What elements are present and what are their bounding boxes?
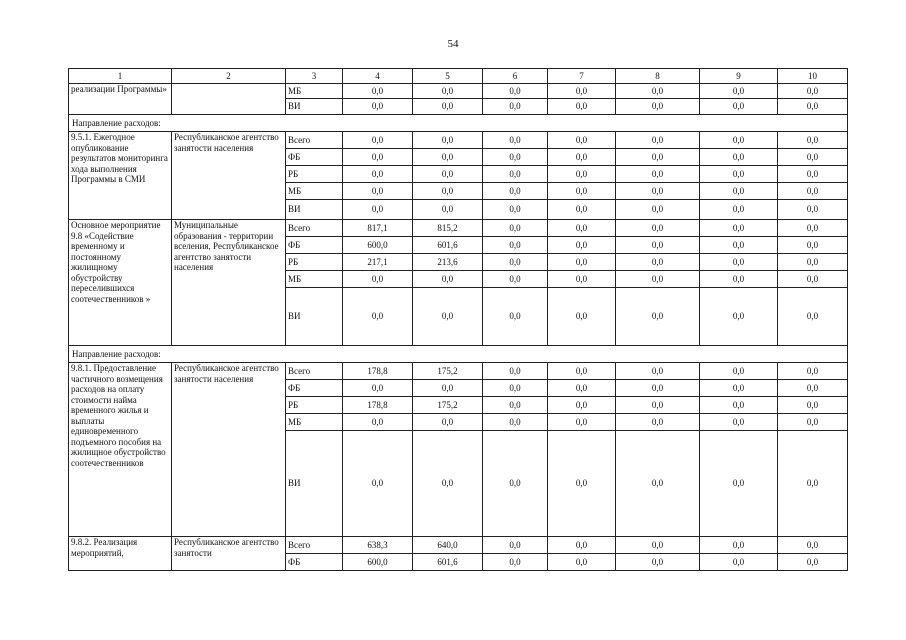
amount-cell: 0,0 bbox=[413, 99, 483, 115]
amount-cell: 638,3 bbox=[343, 537, 413, 554]
amount-cell: 0,0 bbox=[700, 149, 778, 166]
amount-cell: 0,0 bbox=[548, 149, 616, 166]
funding-source: МБ bbox=[286, 271, 343, 288]
amount-cell: 0,0 bbox=[778, 254, 848, 271]
amount-cell: 175,2 bbox=[413, 363, 483, 380]
amount-cell: 0,0 bbox=[616, 431, 700, 537]
amount-cell: 0,0 bbox=[616, 132, 700, 149]
amount-cell: 0,0 bbox=[778, 363, 848, 380]
amount-cell: 0,0 bbox=[616, 363, 700, 380]
amount-cell: 0,0 bbox=[616, 537, 700, 554]
amount-cell: 0,0 bbox=[700, 84, 778, 99]
amount-cell: 0,0 bbox=[548, 414, 616, 431]
amount-cell: 0,0 bbox=[616, 166, 700, 183]
section-label: Направление расходов: bbox=[69, 115, 848, 132]
table-row bbox=[69, 363, 848, 380]
amount-cell: 0,0 bbox=[700, 431, 778, 537]
amount-cell: 0,0 bbox=[483, 166, 548, 183]
funding-source: ФБ bbox=[286, 149, 343, 166]
amount-cell: 0,0 bbox=[778, 554, 848, 571]
column-header: 7 bbox=[548, 69, 616, 84]
column-header: 1 bbox=[69, 69, 172, 84]
amount-cell: 0,0 bbox=[413, 271, 483, 288]
amount-cell: 213,6 bbox=[413, 254, 483, 271]
amount-cell: 0,0 bbox=[483, 149, 548, 166]
amount-cell: 0,0 bbox=[413, 183, 483, 200]
amount-cell: 0,0 bbox=[778, 237, 848, 254]
column-header: 9 bbox=[700, 69, 778, 84]
section-label: Направление расходов: bbox=[69, 346, 848, 363]
amount-cell: 0,0 bbox=[483, 380, 548, 397]
amount-cell: 0,0 bbox=[616, 84, 700, 99]
amount-cell: 0,0 bbox=[548, 554, 616, 571]
amount-cell: 0,0 bbox=[548, 254, 616, 271]
column-header: 6 bbox=[483, 69, 548, 84]
amount-cell: 217,1 bbox=[343, 254, 413, 271]
funding-source: Всего bbox=[286, 537, 343, 554]
funding-source: МБ bbox=[286, 183, 343, 200]
amount-cell: 0,0 bbox=[483, 254, 548, 271]
amount-cell: 0,0 bbox=[778, 183, 848, 200]
table-row bbox=[69, 220, 848, 237]
amount-cell: 0,0 bbox=[778, 132, 848, 149]
funding-source: ВИ bbox=[286, 200, 343, 220]
amount-cell: 0,0 bbox=[483, 99, 548, 115]
amount-cell: 0,0 bbox=[413, 149, 483, 166]
amount-cell: 0,0 bbox=[413, 200, 483, 220]
amount-cell: 0,0 bbox=[700, 166, 778, 183]
executor: Республиканское агентство занятости населения bbox=[172, 132, 286, 220]
amount-cell: 175,2 bbox=[413, 397, 483, 414]
amount-cell: 0,0 bbox=[778, 288, 848, 346]
amount-cell: 0,0 bbox=[548, 380, 616, 397]
funding-source: Всего bbox=[286, 132, 343, 149]
amount-cell: 0,0 bbox=[548, 271, 616, 288]
amount-cell: 601,6 bbox=[413, 554, 483, 571]
amount-cell: 0,0 bbox=[700, 183, 778, 200]
amount-cell: 0,0 bbox=[778, 431, 848, 537]
amount-cell: 0,0 bbox=[483, 271, 548, 288]
activity-name: 9.5.1. Ежегодное опубликование результатов мониторинга хода выполнения Программы в СМИ bbox=[69, 132, 172, 220]
amount-cell: 0,0 bbox=[413, 431, 483, 537]
amount-cell: 0,0 bbox=[343, 84, 413, 99]
amount-cell: 0,0 bbox=[700, 132, 778, 149]
amount-cell: 0,0 bbox=[700, 237, 778, 254]
amount-cell: 0,0 bbox=[700, 99, 778, 115]
amount-cell: 0,0 bbox=[548, 200, 616, 220]
amount-cell: 0,0 bbox=[548, 99, 616, 115]
funding-source: РБ bbox=[286, 254, 343, 271]
amount-cell: 0,0 bbox=[343, 271, 413, 288]
amount-cell: 0,0 bbox=[548, 288, 616, 346]
amount-cell: 0,0 bbox=[483, 132, 548, 149]
amount-cell: 0,0 bbox=[343, 414, 413, 431]
executor: Республиканское агентство занятости населения bbox=[172, 363, 286, 537]
header-row bbox=[69, 69, 848, 84]
amount-cell: 0,0 bbox=[548, 84, 616, 99]
amount-cell: 0,0 bbox=[616, 237, 700, 254]
amount-cell: 0,0 bbox=[483, 554, 548, 571]
amount-cell: 0,0 bbox=[343, 166, 413, 183]
activity-name: реализации Программы» bbox=[69, 84, 172, 115]
amount-cell: 0,0 bbox=[700, 554, 778, 571]
amount-cell: 0,0 bbox=[700, 397, 778, 414]
amount-cell: 0,0 bbox=[616, 99, 700, 115]
funding-source: РБ bbox=[286, 166, 343, 183]
amount-cell: 0,0 bbox=[548, 363, 616, 380]
amount-cell: 0,0 bbox=[778, 166, 848, 183]
amount-cell: 0,0 bbox=[548, 431, 616, 537]
amount-cell: 0,0 bbox=[700, 414, 778, 431]
amount-cell: 0,0 bbox=[700, 380, 778, 397]
amount-cell: 0,0 bbox=[616, 414, 700, 431]
amount-cell: 640,0 bbox=[413, 537, 483, 554]
funding-source: ВИ bbox=[286, 99, 343, 115]
table-row bbox=[69, 537, 848, 554]
amount-cell: 0,0 bbox=[616, 220, 700, 237]
amount-cell: 0,0 bbox=[343, 99, 413, 115]
amount-cell: 0,0 bbox=[483, 537, 548, 554]
amount-cell: 0,0 bbox=[413, 414, 483, 431]
amount-cell: 0,0 bbox=[700, 220, 778, 237]
amount-cell: 0,0 bbox=[483, 84, 548, 99]
amount-cell: 0,0 bbox=[778, 220, 848, 237]
amount-cell: 600,0 bbox=[343, 554, 413, 571]
amount-cell: 0,0 bbox=[343, 183, 413, 200]
amount-cell: 0,0 bbox=[343, 132, 413, 149]
activity-name: 9.8.2. Реализация мероприятий, bbox=[69, 537, 172, 571]
amount-cell: 0,0 bbox=[616, 254, 700, 271]
activity-name: Основное мероприятие 9.8 «Содействие временному и постоянному жилищному обустройству переселившихся соотечественников » bbox=[69, 220, 172, 346]
amount-cell: 178,8 bbox=[343, 397, 413, 414]
funding-source: ФБ bbox=[286, 380, 343, 397]
amount-cell: 0,0 bbox=[778, 537, 848, 554]
amount-cell: 0,0 bbox=[548, 537, 616, 554]
amount-cell: 0,0 bbox=[483, 397, 548, 414]
amount-cell: 0,0 bbox=[616, 271, 700, 288]
amount-cell: 815,2 bbox=[413, 220, 483, 237]
amount-cell: 0,0 bbox=[483, 414, 548, 431]
amount-cell: 817,1 bbox=[343, 220, 413, 237]
activity-name: 9.8.1. Предоставление частичного возмещения расходов на оплату стоимости найма временного жилья и выплаты единовременного подъемного пособия на жилищное обустройство соотечественников bbox=[69, 363, 172, 537]
amount-cell: 0,0 bbox=[778, 414, 848, 431]
amount-cell: 0,0 bbox=[778, 397, 848, 414]
amount-cell: 0,0 bbox=[700, 254, 778, 271]
amount-cell: 0,0 bbox=[483, 237, 548, 254]
amount-cell: 0,0 bbox=[616, 183, 700, 200]
amount-cell: 0,0 bbox=[343, 380, 413, 397]
funding-source: ФБ bbox=[286, 237, 343, 254]
executor: Муниципальные образования - территории вселения, Республиканское агентство занятости населения bbox=[172, 220, 286, 346]
budget-table bbox=[68, 68, 848, 571]
amount-cell: 0,0 bbox=[548, 183, 616, 200]
amount-cell: 0,0 bbox=[483, 288, 548, 346]
amount-cell: 0,0 bbox=[548, 166, 616, 183]
table-row bbox=[69, 84, 848, 99]
amount-cell: 0,0 bbox=[616, 288, 700, 346]
amount-cell: 600,0 bbox=[343, 237, 413, 254]
amount-cell: 0,0 bbox=[413, 166, 483, 183]
amount-cell: 0,0 bbox=[343, 200, 413, 220]
amount-cell: 0,0 bbox=[616, 397, 700, 414]
funding-source: Всего bbox=[286, 363, 343, 380]
amount-cell: 0,0 bbox=[483, 363, 548, 380]
amount-cell: 0,0 bbox=[483, 183, 548, 200]
amount-cell: 0,0 bbox=[616, 149, 700, 166]
amount-cell: 0,0 bbox=[413, 132, 483, 149]
funding-source: МБ bbox=[286, 414, 343, 431]
funding-source: ВИ bbox=[286, 431, 343, 537]
amount-cell: 0,0 bbox=[483, 200, 548, 220]
funding-source: РБ bbox=[286, 397, 343, 414]
amount-cell: 0,0 bbox=[413, 84, 483, 99]
amount-cell: 0,0 bbox=[778, 84, 848, 99]
amount-cell: 0,0 bbox=[778, 99, 848, 115]
amount-cell: 0,0 bbox=[483, 220, 548, 237]
amount-cell: 0,0 bbox=[548, 132, 616, 149]
amount-cell: 0,0 bbox=[413, 380, 483, 397]
amount-cell: 0,0 bbox=[483, 431, 548, 537]
amount-cell: 0,0 bbox=[778, 271, 848, 288]
amount-cell: 0,0 bbox=[548, 220, 616, 237]
amount-cell: 0,0 bbox=[700, 288, 778, 346]
amount-cell: 0,0 bbox=[343, 288, 413, 346]
amount-cell: 0,0 bbox=[700, 537, 778, 554]
funding-source: ФБ bbox=[286, 554, 343, 571]
column-header: 10 bbox=[778, 69, 848, 84]
amount-cell: 0,0 bbox=[778, 380, 848, 397]
amount-cell: 178,8 bbox=[343, 363, 413, 380]
section-row bbox=[69, 346, 848, 363]
amount-cell: 0,0 bbox=[700, 271, 778, 288]
amount-cell: 0,0 bbox=[778, 149, 848, 166]
amount-cell: 0,0 bbox=[778, 200, 848, 220]
amount-cell: 0,0 bbox=[548, 237, 616, 254]
amount-cell: 0,0 bbox=[548, 397, 616, 414]
amount-cell: 0,0 bbox=[343, 149, 413, 166]
section-row bbox=[69, 115, 848, 132]
table-row bbox=[69, 132, 848, 149]
column-header: 8 bbox=[616, 69, 700, 84]
executor bbox=[172, 84, 286, 115]
amount-cell: 0,0 bbox=[700, 200, 778, 220]
amount-cell: 0,0 bbox=[616, 380, 700, 397]
amount-cell: 0,0 bbox=[700, 363, 778, 380]
amount-cell: 0,0 bbox=[413, 288, 483, 346]
funding-source: МБ bbox=[286, 84, 343, 99]
amount-cell: 0,0 bbox=[343, 431, 413, 537]
column-header: 2 bbox=[172, 69, 286, 84]
funding-source: Всего bbox=[286, 220, 343, 237]
amount-cell: 0,0 bbox=[616, 554, 700, 571]
column-header: 5 bbox=[413, 69, 483, 84]
column-header: 3 bbox=[286, 69, 343, 84]
amount-cell: 601,6 bbox=[413, 237, 483, 254]
executor: Республиканское агентство занятости bbox=[172, 537, 286, 571]
column-header: 4 bbox=[343, 69, 413, 84]
page-number: 54 bbox=[447, 38, 459, 50]
funding-source: ВИ bbox=[286, 288, 343, 346]
amount-cell: 0,0 bbox=[616, 200, 700, 220]
